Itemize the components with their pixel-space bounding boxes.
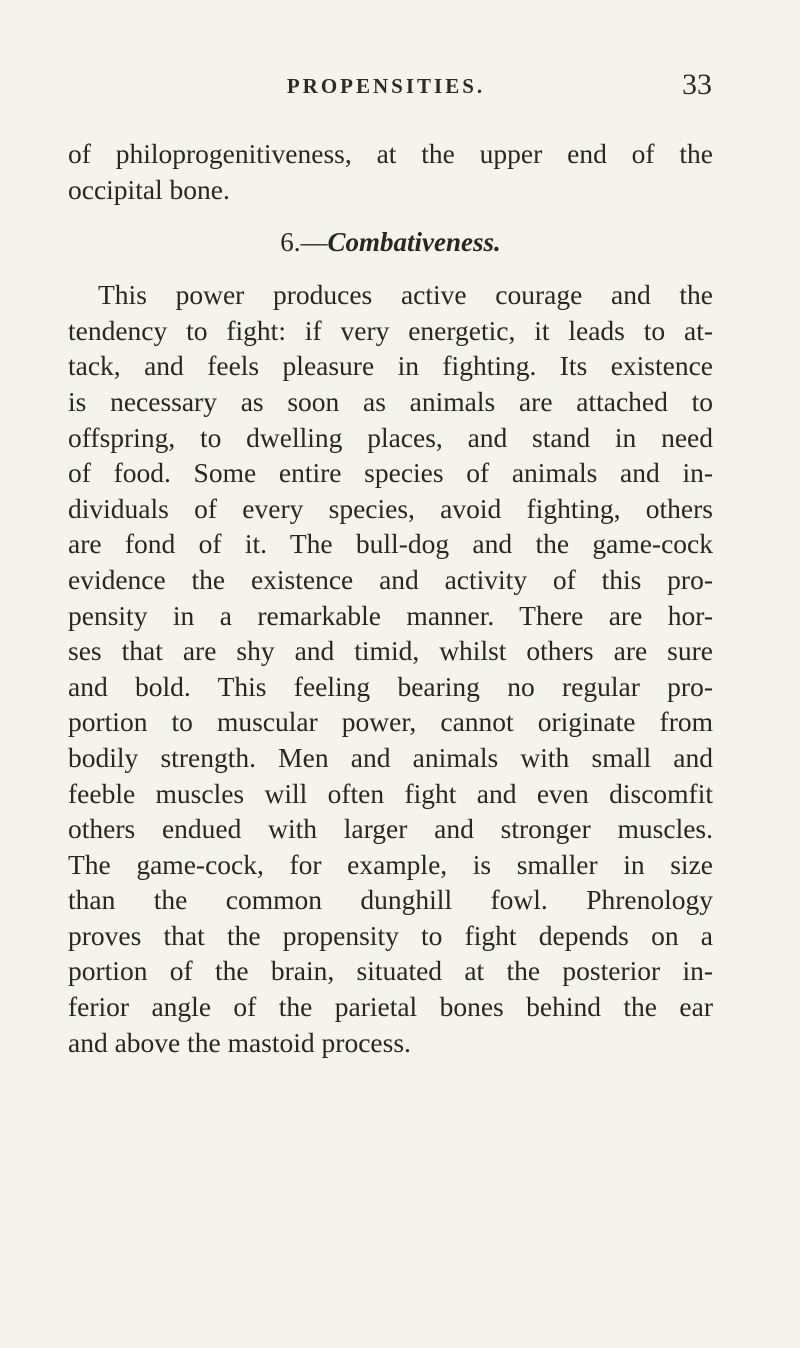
page-number: 33	[682, 68, 712, 101]
text-line: offspring, to dwelling places, and stand in need	[68, 421, 713, 453]
text-line: evidence the existence and activity of this pro-	[68, 563, 713, 595]
text-line: bodily strength. Men and animals with small and	[68, 741, 713, 773]
section-number: 6.—	[280, 227, 328, 258]
text-line: proves that the propensity to fight depends on a	[68, 919, 713, 951]
text-block	[68, 136, 713, 1060]
running-title: PROPENSITIES.	[286, 74, 486, 98]
text-line: are fond of it. The bull-dog and the game-cock	[68, 528, 713, 560]
text-line: The game-cock, for example, is smaller in size	[68, 848, 713, 880]
text-line: of philoprogenitiveness, at the upper end of the	[68, 138, 713, 169]
section-heading	[68, 225, 713, 261]
text-line: is necessary as soon as animals are attached to	[68, 385, 713, 417]
text-line: others endued with larger and stronger muscles.	[68, 813, 713, 845]
text-line: dividuals of every species, avoid fighting, others	[68, 492, 713, 524]
text-line: and bold. This feeling bearing no regular pro-	[68, 670, 713, 702]
text-line: of food. Some entire species of animals and in-	[68, 457, 713, 489]
text-line: ferior angle of the parietal bones behind the ear	[68, 991, 713, 1023]
text-line: feeble muscles will often fight and even discomfit	[68, 777, 713, 809]
text-line: portion to muscular power, cannot originate from	[68, 706, 713, 738]
section-title: Combativeness.	[327, 227, 501, 258]
text-line: than the common dunghill fowl. Phrenology	[68, 884, 713, 916]
running-head	[60, 68, 712, 114]
text-line: pensity in a remarkable manner. There are hor-	[68, 599, 713, 631]
text-line: ses that are shy and timid, whilst others are sure	[68, 635, 713, 667]
text-line: tendency to fight: if very energetic, it leads to at-	[68, 314, 713, 346]
text-line: tack, and feels pleasure in fighting. Its existence	[68, 350, 713, 382]
text-line: This power produces active courage and the	[98, 279, 713, 311]
text-line: occipital bone.	[68, 173, 230, 205]
text-line: portion of the brain, situated at the posterior in-	[68, 955, 713, 987]
text-line: and above the mastoid process.	[68, 1026, 411, 1058]
